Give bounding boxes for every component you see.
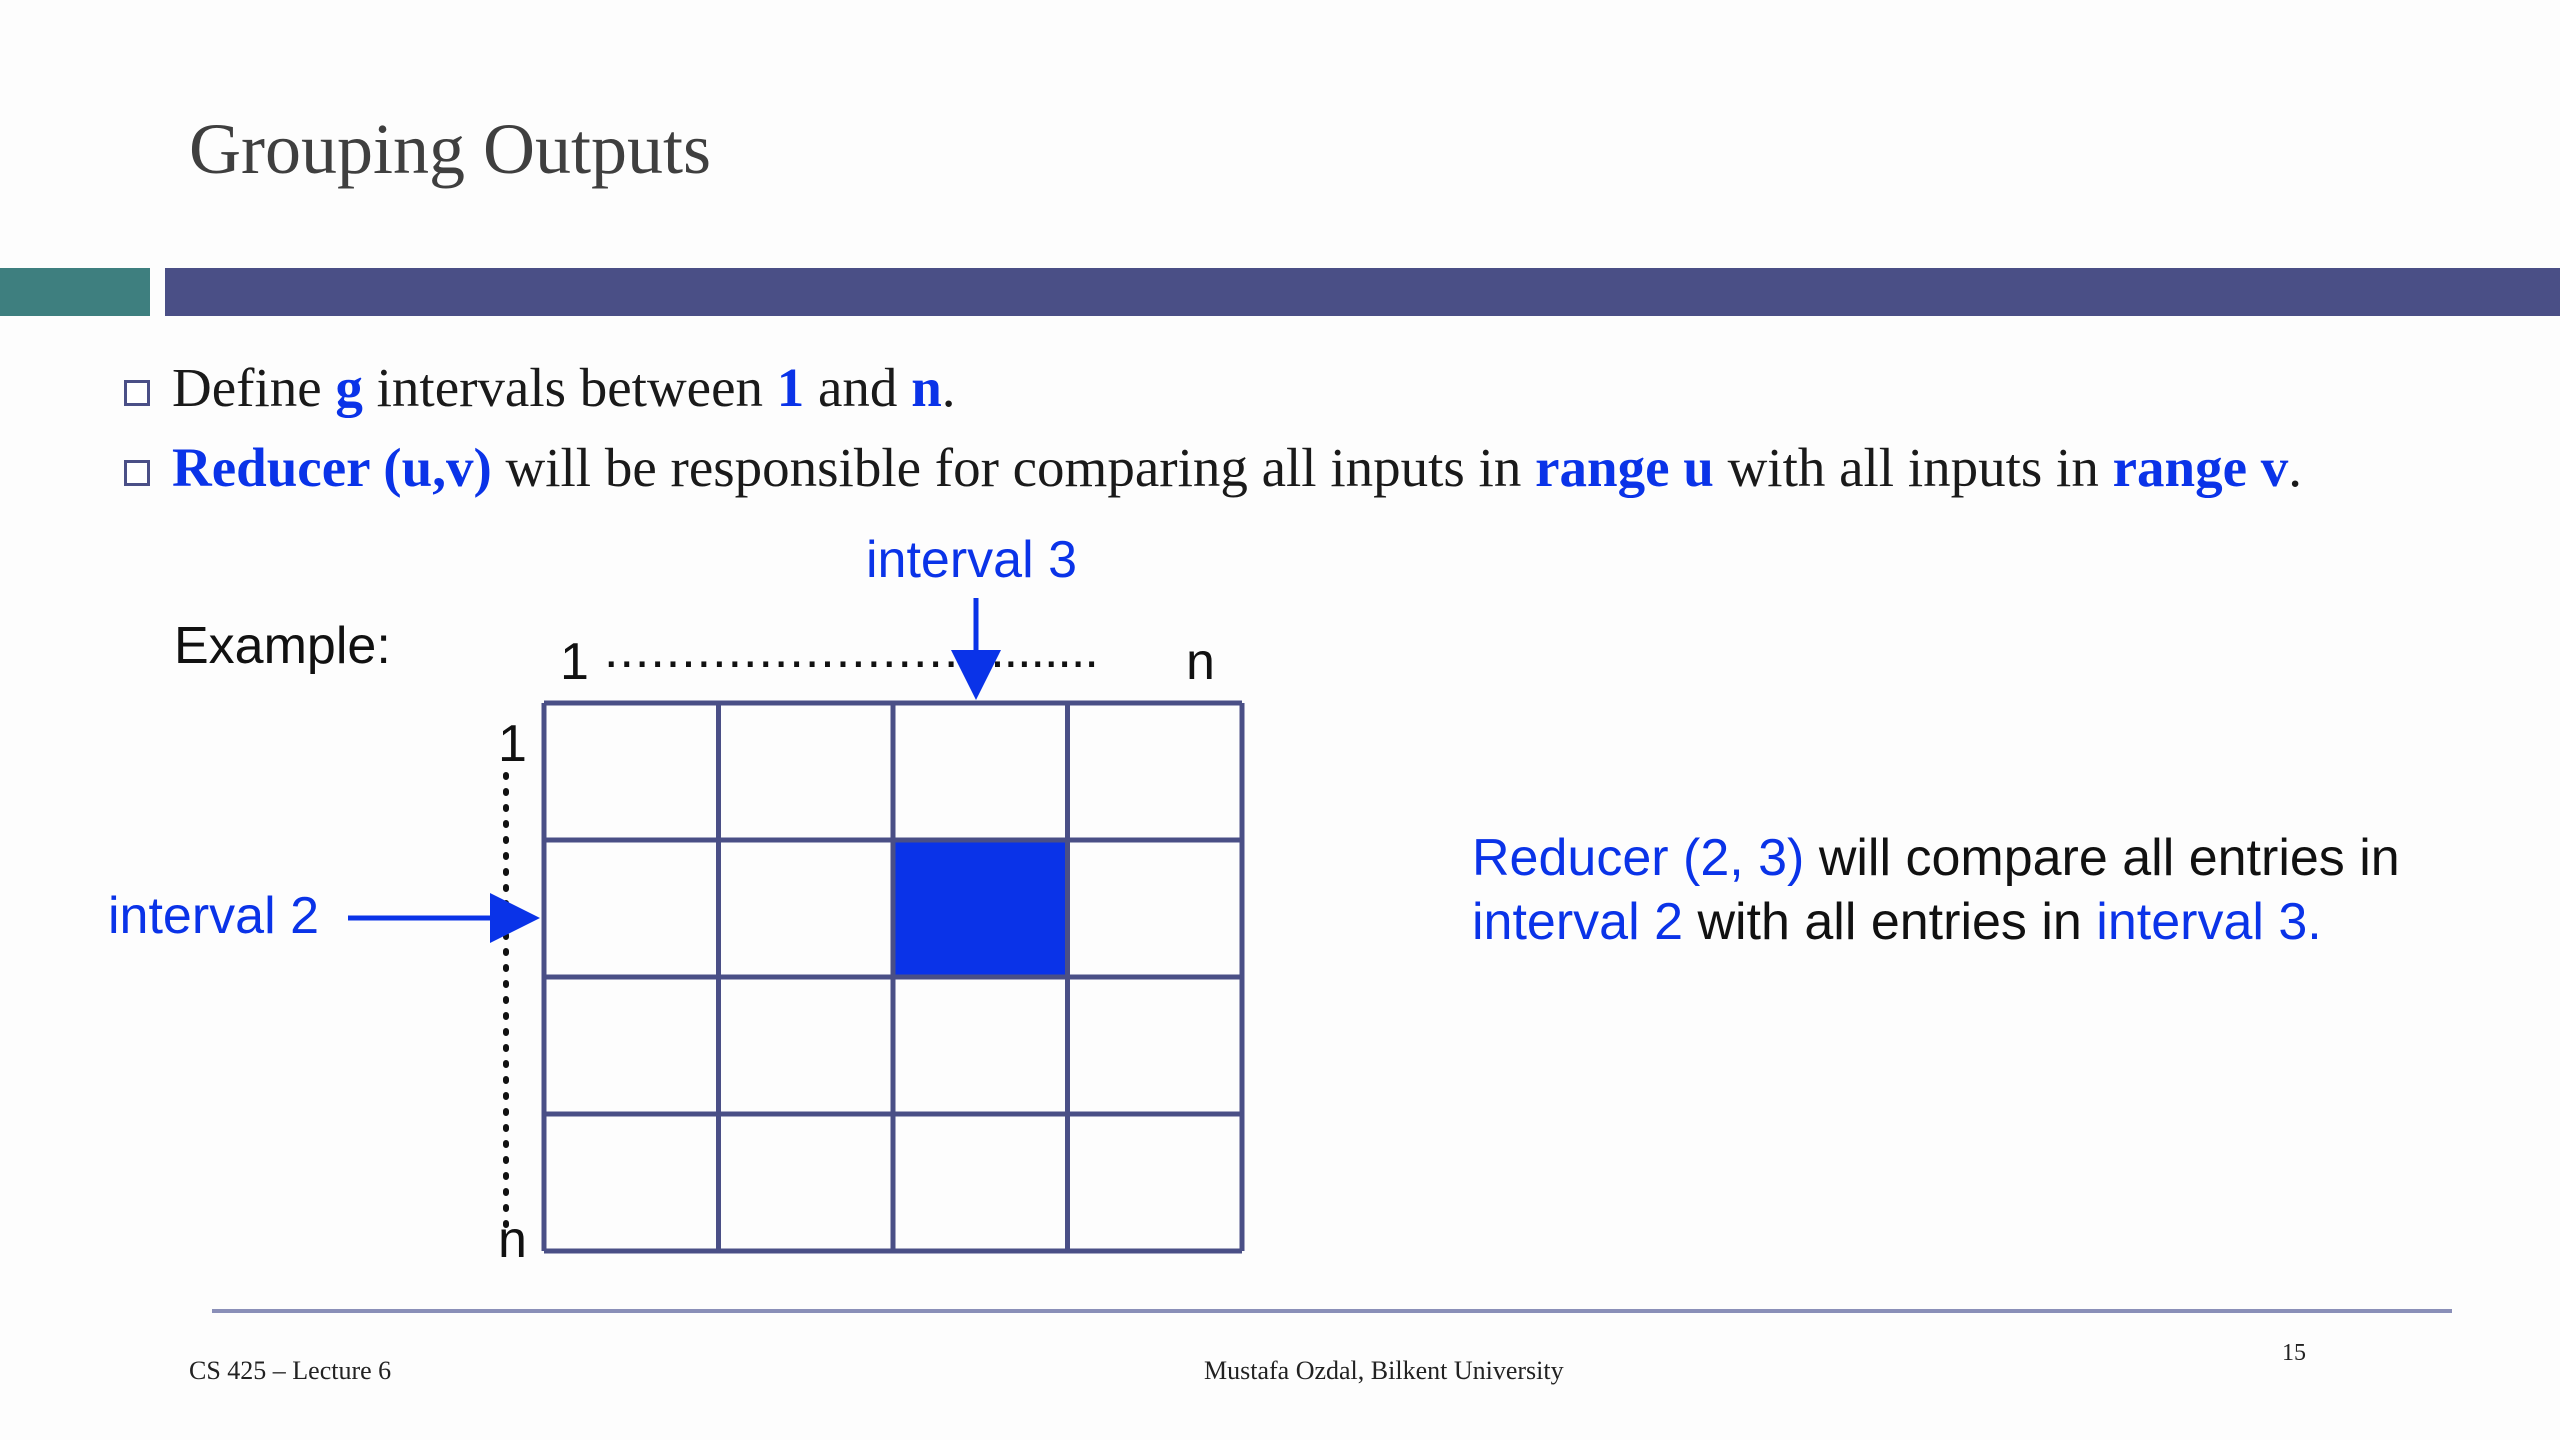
bullet-2-part: range u bbox=[1535, 437, 1714, 498]
footer-author: Mustafa Ozdal, Bilkent University bbox=[1204, 1356, 1564, 1385]
left-axis-end-label: n bbox=[498, 1211, 527, 1269]
reducer-note-line-1: Reducer (2, 3) will compare all entries in bbox=[1472, 829, 2400, 887]
page-number: 15 bbox=[2282, 1340, 2306, 1366]
bullet-2-part: Reducer (u,v) bbox=[172, 437, 492, 498]
interval-3-label: interval 3 bbox=[866, 531, 1077, 589]
interval-2-label: interval 2 bbox=[108, 887, 319, 945]
top-axis-dots: ................................. bbox=[604, 621, 1098, 679]
bullet-1-part: n bbox=[911, 357, 942, 418]
bullet-1-part: g bbox=[335, 357, 363, 418]
bullet-1-part: 1 bbox=[776, 357, 805, 418]
bullet-2-part: . bbox=[2288, 437, 2302, 498]
bullet-1-part: intervals between bbox=[362, 357, 777, 418]
top-axis-end-label: n bbox=[1186, 633, 1215, 691]
bullet-2-part: with all inputs in bbox=[1713, 437, 2113, 498]
top-axis-start-label: 1 bbox=[560, 633, 589, 691]
grid bbox=[544, 703, 1242, 1251]
footer-course: CS 425 – Lecture 6 bbox=[189, 1356, 392, 1385]
reducer-note-line-2: interval 2 with all entries in interval 3. bbox=[1472, 893, 2322, 951]
bullet-1-part: and bbox=[804, 357, 912, 418]
reducer-note bbox=[1472, 826, 2400, 954]
slide-title: Grouping Outputs bbox=[189, 109, 711, 189]
bullet-2-part: range v bbox=[2112, 437, 2289, 498]
bullet-2-part: will be responsible for comparing all inputs in bbox=[491, 437, 1536, 498]
left-axis-start-label: 1 bbox=[498, 715, 527, 773]
example-label: Example: bbox=[174, 617, 391, 675]
bullet-1-part: . bbox=[941, 357, 956, 418]
highlighted-cell bbox=[893, 840, 1068, 977]
bullet-1-part: Define bbox=[172, 357, 336, 418]
footer-divider bbox=[212, 1309, 2452, 1313]
